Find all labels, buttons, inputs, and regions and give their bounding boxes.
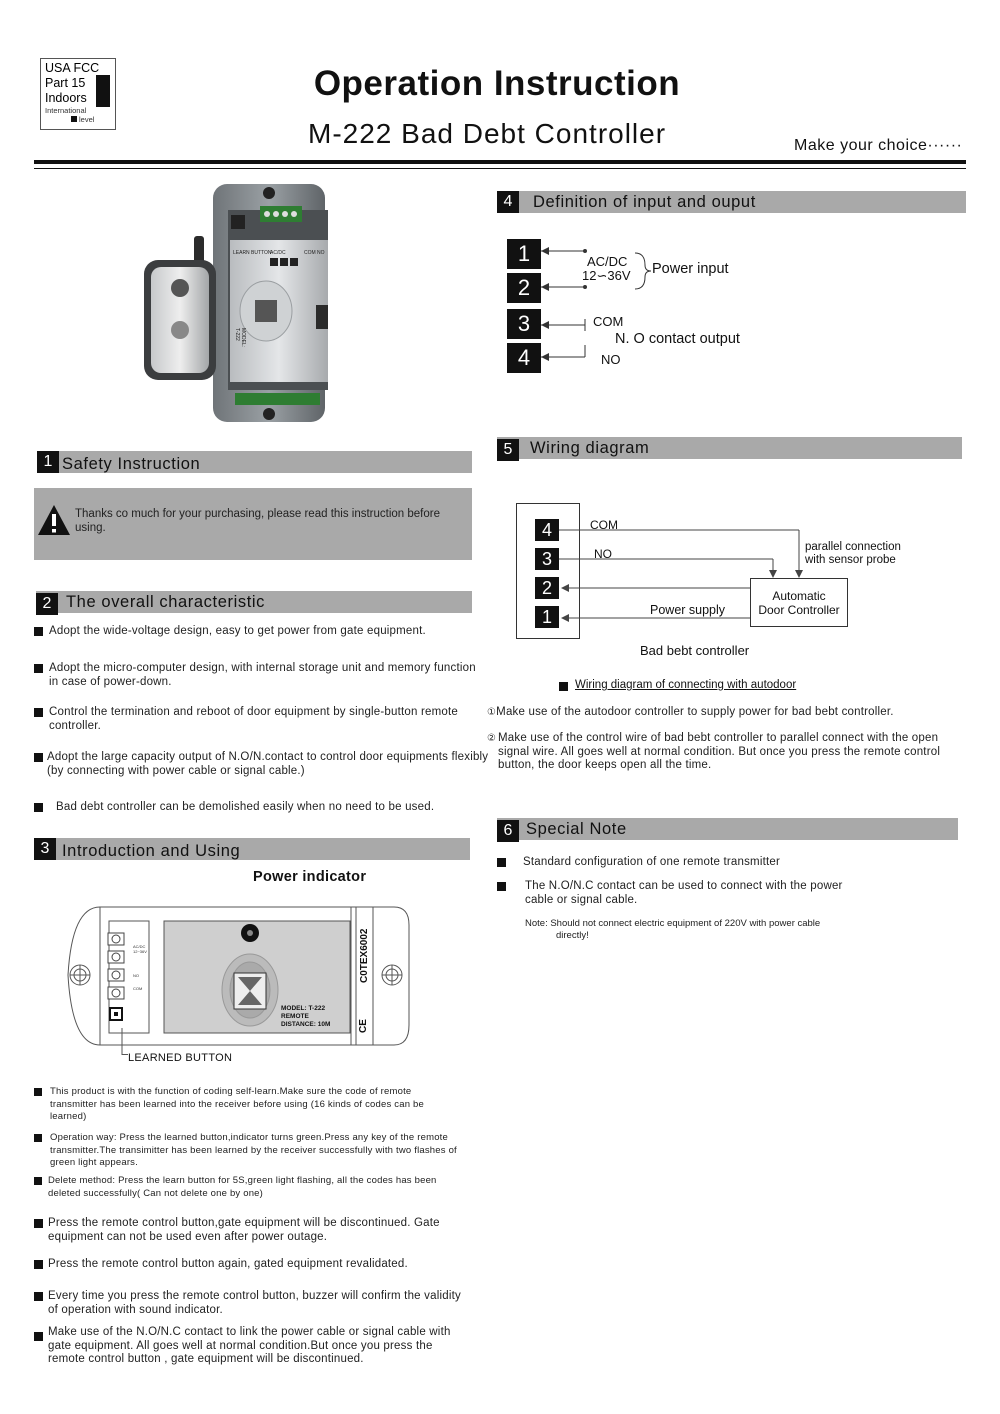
parallel-label: parallel connection — [805, 541, 901, 553]
special-note-warning: Note: Should not connect electric equipment of 220V with power cable — [525, 918, 821, 929]
section-title: Introduction and Using — [62, 842, 241, 860]
intro-small-item: Delete method: Press the learn button for 5S,green light flashing, all the codes has been deleted successfully( Can not delete one by one) — [34, 1175, 454, 1200]
intro-item: Press the remote control button,gate equipment will be discontinued. Gate equipment can not be used even after power outage. — [34, 1217, 464, 1244]
device-com-no-label: COM NO — [304, 250, 325, 256]
wiring-note-1: ①Make use of the autodoor controller to supply power for bad bebt controller. — [487, 706, 894, 718]
fcc-line: Part 15 — [45, 76, 86, 90]
section-5-header — [497, 437, 962, 459]
special-note-item: The N.O/N.C contact can be used to connect with the power cable or signal cable. — [497, 880, 857, 907]
characteristic-item: Bad debt controller can be demolished easily when no need to be used. — [34, 801, 474, 815]
section-number: 4 — [497, 191, 519, 213]
header-rule — [34, 160, 966, 164]
door-controller-label: Door Controller — [758, 603, 840, 617]
device-model-label: MODEL: — [240, 328, 246, 348]
wiring-terminal-2: 2 — [535, 577, 559, 599]
device-learn-label: LEARN BUTTON — [233, 250, 272, 256]
wiring-caption: Wiring diagram of connecting with autodoor — [575, 679, 797, 691]
fcc-small: International — [45, 106, 87, 115]
device-model-value: T-222 — [234, 328, 240, 341]
intro-item: Press the remote control button again, gated equipment revalidated. — [34, 1258, 464, 1272]
section-title: Wiring diagram — [530, 439, 650, 457]
section-title: The overall characteristic — [66, 593, 266, 611]
terminal-3: 3 — [507, 309, 541, 339]
remote-transmitter — [144, 236, 216, 380]
special-note-item: Standard configuration of one remote transmitter — [497, 856, 937, 870]
receiver-unit — [213, 184, 328, 422]
caption-bullet — [559, 682, 568, 691]
warning-icon — [37, 504, 71, 536]
automatic-label: Automatic — [772, 589, 826, 603]
section-number: 5 — [497, 439, 519, 461]
section-title: Definition of input and ouput — [533, 193, 756, 211]
power-input-label: Power input — [652, 261, 729, 277]
section-number: 1 — [37, 451, 59, 473]
tagline: Make your choice······ — [794, 137, 963, 154]
section-4-header — [497, 191, 966, 213]
section-2-header — [36, 591, 472, 613]
characteristic-item: Adopt the wide-voltage design, easy to get power from gate equipment. — [34, 625, 474, 639]
intro-item: Every time you press the remote control button, buzzer will confirm the validity of operation with sound indicator. — [34, 1290, 464, 1317]
header-rule-thin — [34, 168, 966, 169]
line-distance-label: DISTANCE: 10M — [281, 1021, 331, 1028]
bad-debt-controller-label: Bad bebt controller — [640, 643, 750, 658]
page-title: Operation Instruction — [313, 64, 681, 103]
probe-label: with sensor probe — [805, 554, 896, 566]
product-photo — [140, 180, 340, 430]
fcc-line: USA FCC — [45, 61, 100, 75]
section-number: 6 — [497, 820, 519, 842]
device-acdc-label: AC/DC — [270, 250, 286, 256]
wiring-terminal-1: 1 — [535, 606, 559, 628]
special-note-warning-2: directly! — [556, 930, 589, 941]
fcc-small: level — [45, 115, 111, 124]
ce-mark: CE — [358, 1019, 369, 1033]
small-volt-label: 12~36V — [133, 949, 147, 954]
characteristic-item: Control the termination and reboot of door equipment by single-button remote controller. — [34, 706, 474, 733]
intro-item: Make use of the N.O/N.C contact to link the power cable or signal cable with gate equipment. All goes well at normal condition.But once you press the remote control button , gate equipment will be discontinued. — [34, 1326, 466, 1367]
small-acdc-label: AC/DC — [133, 944, 146, 949]
small-com-label: COM — [133, 986, 143, 991]
line-model-label: MODEL: T-222 — [281, 1005, 326, 1012]
wiring-com-label: COM — [590, 518, 618, 532]
com-label: COM — [593, 314, 624, 329]
terminal-2: 2 — [507, 273, 541, 303]
characteristic-item: Adopt the large capacity output of N.O/N.contact to control door equipments flexibly (by connecting with power cable or signal cable.) — [34, 751, 489, 778]
wiring-no-label: NO — [594, 547, 612, 561]
wiring-note-2: ② Make use of the control wire of bad bebt controller to parallel connect with the open signal wire. All goes well at normal condition. But once you press the remote control button, the door keeps open all the time. — [487, 732, 941, 771]
power-supply-label: Power supply — [650, 603, 726, 617]
section-number: 3 — [34, 838, 56, 860]
learned-button-label: LEARNED BUTTON — [128, 1052, 233, 1064]
characteristic-item: Adopt the micro-computer design, with internal storage unit and memory function in case of power-down. — [34, 662, 479, 689]
intro-small-item: This product is with the function of coding self-learn.Make sure the code of remote transmitter has been learned into the receiver before using (16 kinds of codes can be learned) — [34, 1086, 454, 1124]
wiring-terminal-4: 4 — [535, 519, 559, 541]
wiring-terminal-3: 3 — [535, 548, 559, 570]
cert-label: C0TEX6002 — [359, 928, 370, 983]
section-3-header — [34, 838, 470, 860]
small-no-label: NO — [133, 973, 139, 978]
no-contact-label: N. O contact output — [615, 331, 740, 347]
section-title: Safety Instruction — [62, 455, 201, 473]
section-1-header — [37, 451, 472, 473]
acdc-label: AC/DC — [587, 254, 628, 269]
terminal-4: 4 — [507, 343, 541, 373]
safety-text: Thanks co much for your purchasing, please read this instruction before using. — [75, 508, 440, 534]
terminal-1: 1 — [507, 239, 541, 269]
power-indicator-label: Power indicator — [253, 869, 367, 885]
intro-small-item: Operation way: Press the learned button,indicator turns green.Press any key of the remote transmitter.The transimitter has been learned by the receiver successfully with two flashes of green light appears. — [34, 1132, 464, 1170]
line-remote-label: REMOTE — [281, 1013, 309, 1020]
page-subtitle: M-222 Bad Debt Controller — [308, 118, 667, 149]
section-6-header — [497, 818, 958, 840]
section-title: Special Note — [526, 820, 627, 838]
section-number: 2 — [36, 593, 58, 615]
safety-box — [34, 488, 472, 560]
voltage-label: 12∽36V — [582, 268, 631, 283]
no-label: NO — [601, 352, 621, 367]
device-line-drawing — [64, 895, 414, 1065]
fcc-line: Indoors — [45, 91, 87, 105]
